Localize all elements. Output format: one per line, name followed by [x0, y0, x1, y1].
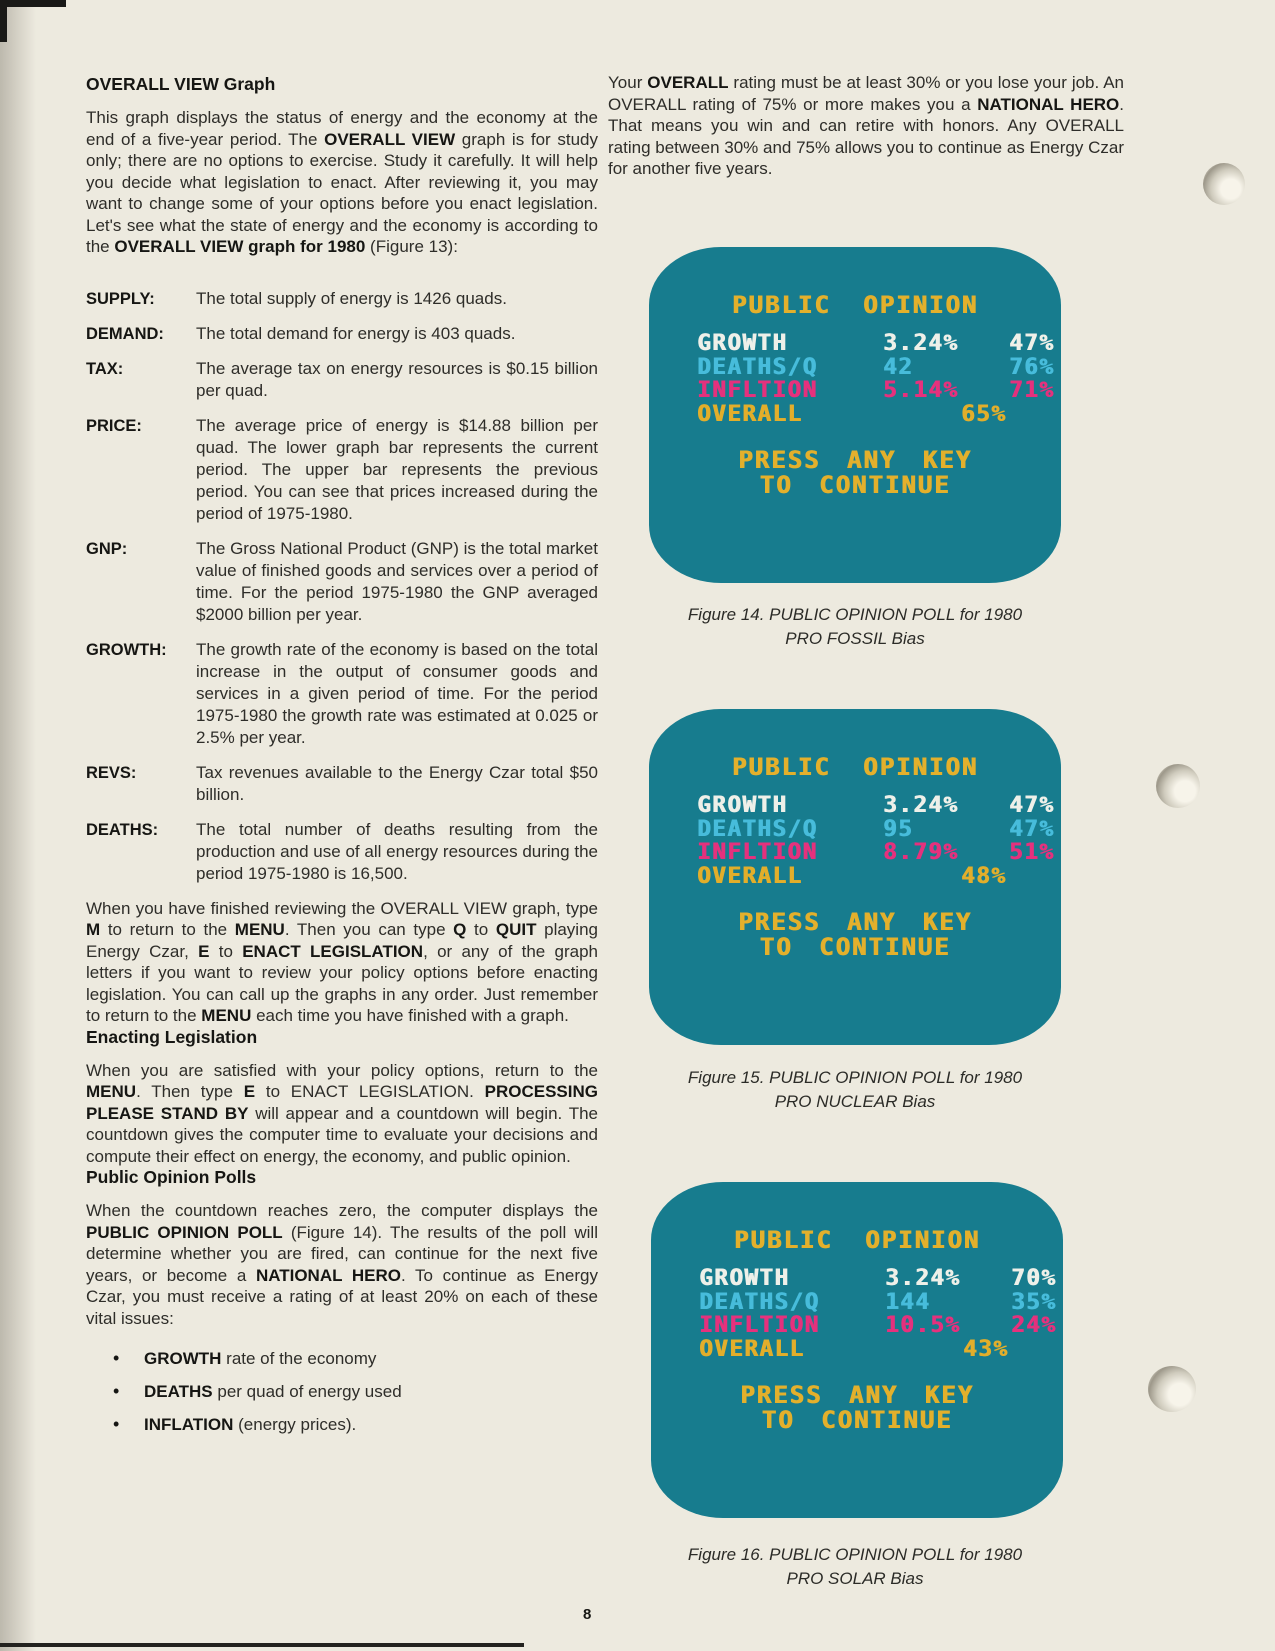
crt-row-value1: 65% — [961, 400, 1007, 427]
crt-row-value2: 47% — [1009, 330, 1055, 356]
public-opinion-polls-paragraph: When the countdown reaches zero, the computer displays the PUBLIC OPINION POLL (Figure 14). The results of the poll will determine whether you are fired, can continue for the next five years, or become a NATIONAL HERO. To continue as Energy Czar, you must receive a rating of at least 20% on each of these vital issues: — [86, 1201, 598, 1328]
scan-edge-bottom — [0, 1643, 524, 1647]
crt-row-overall — [697, 862, 1061, 889]
definition-row — [86, 538, 598, 626]
crt-row-overall — [699, 1335, 1063, 1362]
overall-view-paragraph: This graph displays the status of energy and the economy at the end of a five-year period. The OVERALL VIEW graph is for study only; there are no options to exercise. Study it carefully. It will help you decide what legislation to enact. After reviewing it, you may want to change some of your options before you enact legislation. Let's see what the state of energy and the economy is according to the OVERALL VIEW graph for 1980 (Figure 13): — [86, 108, 598, 256]
crt-row-value1: 43% — [963, 1335, 1009, 1362]
scan-edge-top — [0, 0, 66, 7]
definition-row — [86, 819, 598, 885]
punch-hole — [1156, 764, 1200, 808]
list-item: • GROWTH rate of the economy — [86, 1349, 598, 1369]
definition-text: The average price of energy is $14.88 billion per quad. The lower graph bar represents the current period. The upper bar represents the previous period. You can see that prices increased during the period of 1975-1980. — [196, 415, 598, 523]
definition-text: The total demand for energy is 403 quads. — [196, 323, 516, 343]
crt-row-value1: 3.24% — [883, 792, 959, 818]
list-item: • INFLATION (energy prices). — [86, 1415, 598, 1435]
crt-row-value2: 47% — [1009, 815, 1055, 842]
scan-edge-left — [0, 0, 7, 42]
figure-16-caption: Figure 16. PUBLIC OPINION POLL for 1980 PRO SOLAR Bias — [687, 1545, 1023, 1588]
figure-15-caption: Figure 15. PUBLIC OPINION POLL for 1980 PRO NUCLEAR Bias — [687, 1068, 1023, 1111]
crt-press-any-key: PRESS ANY KEY TO CONTINUE — [738, 446, 972, 499]
crt-row-value1: 95 — [883, 815, 914, 842]
crt-row-label: GROWTH — [697, 330, 788, 356]
crt-row-overall — [697, 400, 1061, 427]
crt-row-label: OVERALL — [699, 1335, 805, 1362]
crt-row-value2: 76% — [1009, 353, 1055, 380]
definition-row — [86, 415, 598, 525]
crt-row-label: INFLTION — [697, 377, 818, 403]
definition-row — [86, 762, 598, 806]
crt-row-value2: 35% — [1011, 1288, 1057, 1315]
crt-row-value1: 42 — [883, 353, 914, 380]
crt-row-value1: 48% — [961, 862, 1007, 889]
definition-term: GNP: — [86, 539, 128, 558]
crt-row-label: GROWTH — [697, 792, 788, 818]
crt-rows — [697, 794, 1061, 888]
crt-screen-figure-16 — [651, 1182, 1063, 1518]
crt-row-growth — [697, 332, 1061, 356]
crt-row-deaths — [697, 815, 1061, 842]
crt-row-value1: 5.14% — [883, 377, 959, 403]
crt-row-value1: 10.5% — [885, 1312, 961, 1338]
crt-row-inflation — [697, 841, 1061, 865]
crt-rows — [697, 332, 1061, 426]
crt-row-value1: 3.24% — [885, 1265, 961, 1291]
crt-row-label: DEATHS/Q — [697, 815, 818, 842]
definition-term: GROWTH: — [86, 640, 167, 659]
crt-row-inflation — [697, 379, 1061, 403]
crt-row-inflation — [699, 1314, 1063, 1338]
definition-text: The total supply of energy is 1426 quads. — [196, 288, 507, 308]
crt-title: PUBLIC OPINION — [733, 1226, 981, 1254]
crt-screen-figure-14 — [649, 247, 1061, 583]
enacting-legislation-paragraph: When you are satisfied with your policy options, return to the MENU. Then type E to ENACT LEGISLATION. PROCESSING PLEASE STAND BY will appear and a countdown will begin. The countdown gives the computer time to evaluate your decisions and compute their effect on energy, the economy, and public opinion. — [86, 1060, 598, 1166]
crt-row-label: DEATHS/Q — [699, 1288, 820, 1315]
definition-term: DEMAND: — [86, 324, 164, 343]
crt-row-growth — [699, 1267, 1063, 1291]
crt-row-value1: 144 — [885, 1288, 931, 1315]
definition-row — [86, 639, 598, 749]
crt-screen-figure-15 — [649, 709, 1061, 1045]
crt-row-label: OVERALL — [697, 400, 803, 427]
definition-term: DEATHS: — [86, 820, 159, 839]
crt-row-label: GROWTH — [699, 1265, 790, 1291]
menu-paragraph: When you have finished reviewing the OVERALL VIEW graph, type M to return to the MENU. Then you can type Q to QUIT playing Energy Czar, E to ENACT LEGISLATION, or any of the graph letters if you want to review your policy options before enacting legislation. You can call up the graphs in any order. Just remember to return to the MENU each time you have finished with a graph. — [86, 898, 599, 1025]
overall-view-heading: OVERALL VIEW Graph — [86, 74, 276, 94]
definition-text: The total number of deaths resulting from the production and use of all energy resources during the period 1975-1980 is 16,500. — [196, 819, 598, 883]
definition-text: The average tax on energy resources is $0.15 billion per quad. — [196, 358, 598, 400]
crt-row-value2: 51% — [1009, 839, 1055, 865]
punch-hole — [1148, 1366, 1196, 1412]
definition-list — [86, 288, 598, 885]
crt-press-any-key: PRESS ANY KEY TO CONTINUE — [740, 1381, 974, 1434]
crt-row-label: INFLTION — [699, 1312, 820, 1338]
crt-row-value1: 3.24% — [883, 330, 959, 356]
left-column — [86, 74, 598, 1448]
definition-text: Tax revenues available to the Energy Czar total $50 billion. — [196, 762, 598, 804]
crt-rows — [699, 1267, 1063, 1361]
definition-row — [86, 288, 598, 310]
public-opinion-polls-heading: Public Opinion Polls — [86, 1167, 257, 1187]
crt-row-deaths — [697, 353, 1061, 380]
crt-row-deaths — [699, 1288, 1063, 1315]
definition-row — [86, 358, 598, 402]
overall-rating-paragraph: Your OVERALL rating must be at least 30% or you lose your job. An OVERALL rating of 75% or more makes you a NATIONAL HERO. That means you win and can retire with honors. Any OVERALL rating between 30% and 75% allows you to continue as Energy Czar for another five years. — [608, 73, 1125, 178]
crt-row-value2: 47% — [1009, 792, 1055, 818]
crt-title: PUBLIC OPINION — [731, 291, 979, 319]
definition-term: REVS: — [86, 763, 137, 782]
definition-text: The Gross National Product (GNP) is the total market value of finished goods and services over a period of time. For the period 1975-1980 the GNP averaged $2000 billion per year. — [196, 538, 598, 624]
crt-row-value2: 70% — [1011, 1265, 1057, 1291]
crt-row-growth — [697, 794, 1061, 818]
definition-term: SUPPLY: — [86, 289, 155, 308]
page-number: 8 — [583, 1606, 592, 1623]
crt-row-value2: 71% — [1009, 377, 1055, 403]
definition-row — [86, 323, 598, 345]
crt-row-value1: 8.79% — [883, 839, 959, 865]
crt-press-any-key: PRESS ANY KEY TO CONTINUE — [738, 908, 972, 961]
figure-14-caption: Figure 14. PUBLIC OPINION POLL for 1980 PRO FOSSIL Bias — [687, 605, 1023, 648]
crt-title: PUBLIC OPINION — [731, 753, 979, 781]
vital-issues-list — [86, 1349, 598, 1435]
crt-row-label: OVERALL — [697, 862, 803, 889]
definition-term: PRICE: — [86, 416, 142, 435]
crt-row-label: DEATHS/Q — [697, 353, 818, 380]
definition-text: The growth rate of the economy is based on the total increase in the output of consumer goods and services in a given period of time. For the period 1975-1980 the growth rate was estimated at 0.025 or 2.5% per year. — [196, 639, 598, 747]
page-left-shadow — [0, 0, 36, 1651]
crt-row-label: INFLTION — [697, 839, 818, 865]
punch-hole — [1203, 163, 1245, 205]
definition-term: TAX: — [86, 359, 124, 378]
crt-row-value2: 24% — [1011, 1312, 1057, 1338]
right-column — [608, 72, 1124, 180]
list-item: • DEATHS per quad of energy used — [86, 1382, 598, 1402]
enacting-legislation-heading: Enacting Legislation — [86, 1026, 258, 1047]
